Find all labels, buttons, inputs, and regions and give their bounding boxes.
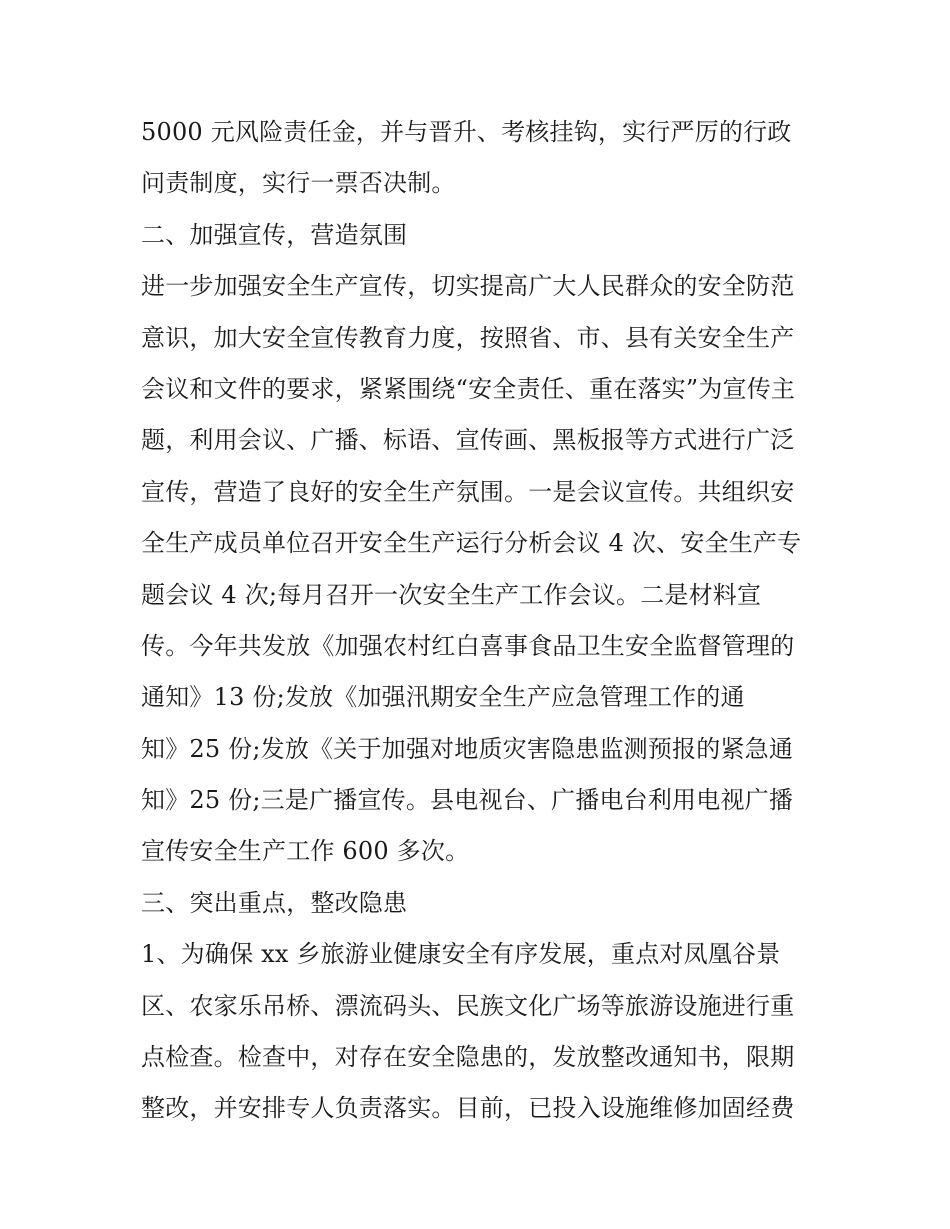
text-line-15: 宣传安全生产工作 600 多次。 (141, 837, 470, 866)
text-line-2: 问责制度，实行一票否决制。 (141, 169, 456, 198)
document-body (141, 107, 821, 1135)
text-line-9: 全生产成员单位召开安全生产运行分析会议 4 次、安全生产专 (141, 529, 802, 558)
text-line-7: 题，利用会议、广播、标语、宣传画、黑板报等方式进行广泛 (141, 426, 795, 455)
text-line-20: 整改，并安排专人负责落实。目前，已投入设施维修加固经费 (141, 1094, 795, 1123)
text-line-6: 会议和文件的要求，紧紧围绕“安全责任、重在落实”为宣传主 (141, 374, 796, 403)
text-line-12: 通知》13 份;发放《加强汛期安全生产应急管理工作的通 (141, 683, 745, 712)
section-heading-3: 三、突出重点，整改隐患 (141, 888, 408, 917)
text-line-13: 知》25 份;发放《关于加强对地质灾害隐患监测预报的紧急通 (141, 734, 794, 763)
text-line-5: 意识，加大安全宣传教育力度，按照省、市、县有关安全生产 (141, 323, 795, 352)
text-line-4: 进一步加强安全生产宣传，切实提高广大人民群众的安全防范 (141, 272, 795, 301)
text-line-19: 点检查。检查中，对存在安全隐患的，发放整改通知书，限期 (141, 1043, 795, 1072)
text-line-18: 区、农家乐吊桥、漂流码头、民族文化广场等旅游设施进行重 (141, 991, 795, 1020)
text-line-8: 宣传，营造了良好的安全生产氛围。一是会议宣传。共组织安 (141, 477, 795, 506)
text-line-11: 传。今年共发放《加强农村红白喜事食品卫生安全监督管理的 (141, 631, 795, 660)
text-line-10: 题会议 4 次;每月召开一次安全生产工作会议。二是材料宣 (141, 580, 762, 609)
text-line-1: 5000 元风险责任金，并与晋升、考核挂钩，实行严厉的行政 (141, 118, 792, 146)
section-heading-2: 二、加强宣传，营造氛围 (141, 220, 408, 249)
text-line-14: 知》25 份;三是广播宣传。县电视台、广播电台利用电视广播 (141, 786, 794, 815)
text-line-17: 1、为确保 xx 乡旅游业健康安全有序发展，重点对凤凰谷景 (141, 940, 781, 969)
